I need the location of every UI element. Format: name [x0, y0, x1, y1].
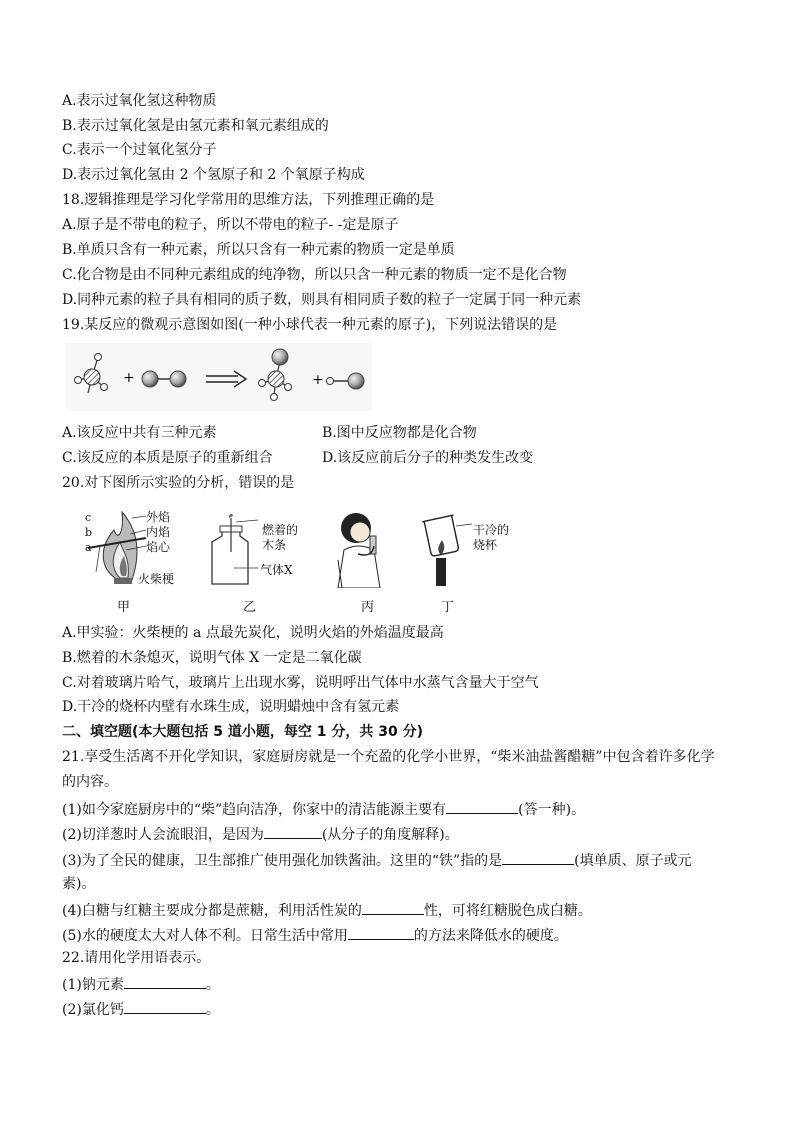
plus-sign-2: + — [312, 372, 324, 388]
figure-bing-person-breathing — [328, 506, 398, 588]
label-wood-stick: 木条 — [262, 538, 287, 552]
q21-sub5-tail: 的方法来降低水的硬度。 — [413, 928, 568, 944]
answer-blank[interactable] — [348, 925, 414, 940]
q21-sub1 — [62, 799, 585, 819]
q19-option-b: B.图中反应物都是化合物 — [322, 425, 477, 441]
q21-sub1-tail: (答一种)。 — [518, 802, 586, 818]
q22-stem: 22.请用化学用语表示。 — [62, 950, 211, 966]
q18-option-a: A.原子是不带电的粒子，所以不带电的粒子- -定是原子 — [62, 217, 399, 233]
answer-blank[interactable] — [124, 999, 206, 1014]
q18-option-b: B.单质只含有一种元素，所以只含有一种元素的物质一定是单质 — [62, 242, 455, 258]
answer-blank[interactable] — [362, 900, 424, 915]
q19-reaction-diagram — [66, 343, 372, 411]
q21-sub1-text: (1)如今家庭厨房中的“柴”趋向洁净，你家中的清洁能源主要有 — [62, 802, 447, 818]
letter-a: a — [85, 541, 92, 554]
q18-stem: 18.逻辑推理是学习化学常用的思维方法，下列推理正确的是 — [62, 192, 435, 208]
q21-sub3-wrap: 素)。 — [62, 876, 96, 892]
q19-stem: 19.某反应的微观示意图如图(一种小球代表一种元素的原子)，下列说法错误的是 — [62, 317, 558, 333]
q21-stem-line2: 的内容。 — [62, 774, 118, 790]
q17-option-c: C.表示一个过氧化氢分子 — [62, 142, 217, 158]
q20-option-a: A.甲实验：火柴梗的 a 点最先炭化，说明火焰的外焰温度最高 — [62, 625, 444, 641]
label-dry-cold: 干冷的 — [473, 523, 510, 537]
label-inner-flame: 内焰 — [146, 525, 171, 539]
q17-option-d: D.表示过氧化氢由 2 个氢原子和 2 个氧原子构成 — [62, 167, 365, 183]
answer-blank[interactable] — [124, 974, 206, 989]
q18-option-d: D.同种元素的粒子具有相同的质子数，则具有相同质子数的粒子一定属于同一种元素 — [62, 292, 582, 308]
q19-option-d: D.该反应前后分子的种类发生改变 — [322, 450, 534, 466]
q19-option-c: C.该反应的本质是原子的重新组合 — [62, 450, 273, 466]
q18-option-c: C.化合物是由不同种元素组成的纯净物，所以只含一种元素的物质一定不是化合物 — [62, 267, 567, 283]
label-matchstick: 火柴梗 — [138, 572, 175, 586]
q21-sub2-text: (2)切洋葱时人会流眼泪，是因为 — [62, 827, 264, 843]
q21-stem-line1: 21.享受生活离不开化学知识，家庭厨房就是一个充盈的化学小世界，“柴米油盐酱醋糖”中包含着许多化学 — [62, 749, 715, 765]
plus-sign-1: + — [123, 370, 135, 386]
q21-sub3 — [62, 850, 692, 870]
q21-sub3-text: (3)为了全民的健康，卫生部推广使用强化加铁酱油。这里的“铁”指的是 — [62, 853, 503, 869]
section-title: 二、填空题(本大题包括 5 道小题，每空 1 分，共 30 分) — [62, 724, 424, 740]
answer-blank[interactable] — [264, 824, 322, 839]
q20-option-c: C.对着玻璃片哈气，玻璃片上出现水雾，说明呼出气体中水蒸气含量大于空气 — [62, 675, 539, 691]
letter-c: c — [85, 511, 92, 524]
caption-bing: 丙 — [361, 600, 375, 615]
q22-sub1-text: (1)钠元素 — [62, 977, 124, 993]
q21-sub5-text: (5)水的硬度太大对人体不利。日常生活中常用 — [62, 928, 348, 944]
q22-sub2-tail: 。 — [205, 1002, 220, 1018]
q20-stem: 20.对下图所示实验的分析，错误的是 — [62, 475, 295, 491]
q20-option-b: B.燃着的木条熄灭，说明气体 X 一定是二氧化碳 — [62, 650, 362, 666]
q21-sub2-tail: (从分子的角度解释)。 — [321, 827, 459, 843]
label-beaker: 烧杯 — [473, 538, 498, 552]
caption-yi: 乙 — [243, 600, 257, 615]
q20-option-d: D.干冷的烧杯内壁有水珠生成，说明蜡烛中含有氢元素 — [62, 699, 400, 715]
q21-sub4 — [62, 900, 592, 920]
q17-option-b: B.表示过氧化氢是由氢元素和氧元素组成的 — [62, 118, 329, 134]
q22-sub2-text: (2)氯化钙 — [62, 1002, 124, 1018]
q19-option-a: A.该反应中共有三种元素 — [62, 425, 217, 441]
label-gas-x: 气体X — [260, 563, 293, 577]
q22-sub1 — [62, 974, 220, 994]
q17-option-a: A.表示过氧化氢这种物质 — [62, 93, 217, 109]
answer-blank[interactable] — [446, 799, 518, 814]
answer-blank[interactable] — [502, 850, 574, 865]
q21-sub2 — [62, 824, 459, 844]
q21-sub3-tail: (填单质、原子或元 — [574, 853, 692, 869]
letter-b: b — [85, 526, 93, 539]
caption-jia: 甲 — [117, 600, 131, 615]
q21-sub4-tail: 性，可将红糖脱色成白糖。 — [423, 903, 592, 919]
label-flame-core: 焰心 — [146, 540, 171, 554]
q21-sub5 — [62, 925, 568, 945]
caption-ding: 丁 — [441, 600, 455, 615]
q21-sub4-text: (4)白糖与红糖主要成分都是蔗糖，利用活性炭的 — [62, 903, 362, 919]
label-outer-flame: 外焰 — [146, 510, 171, 524]
label-burning: 燃着的 — [262, 523, 299, 537]
q22-sub1-tail: 。 — [205, 977, 220, 993]
q22-sub2 — [62, 999, 220, 1019]
